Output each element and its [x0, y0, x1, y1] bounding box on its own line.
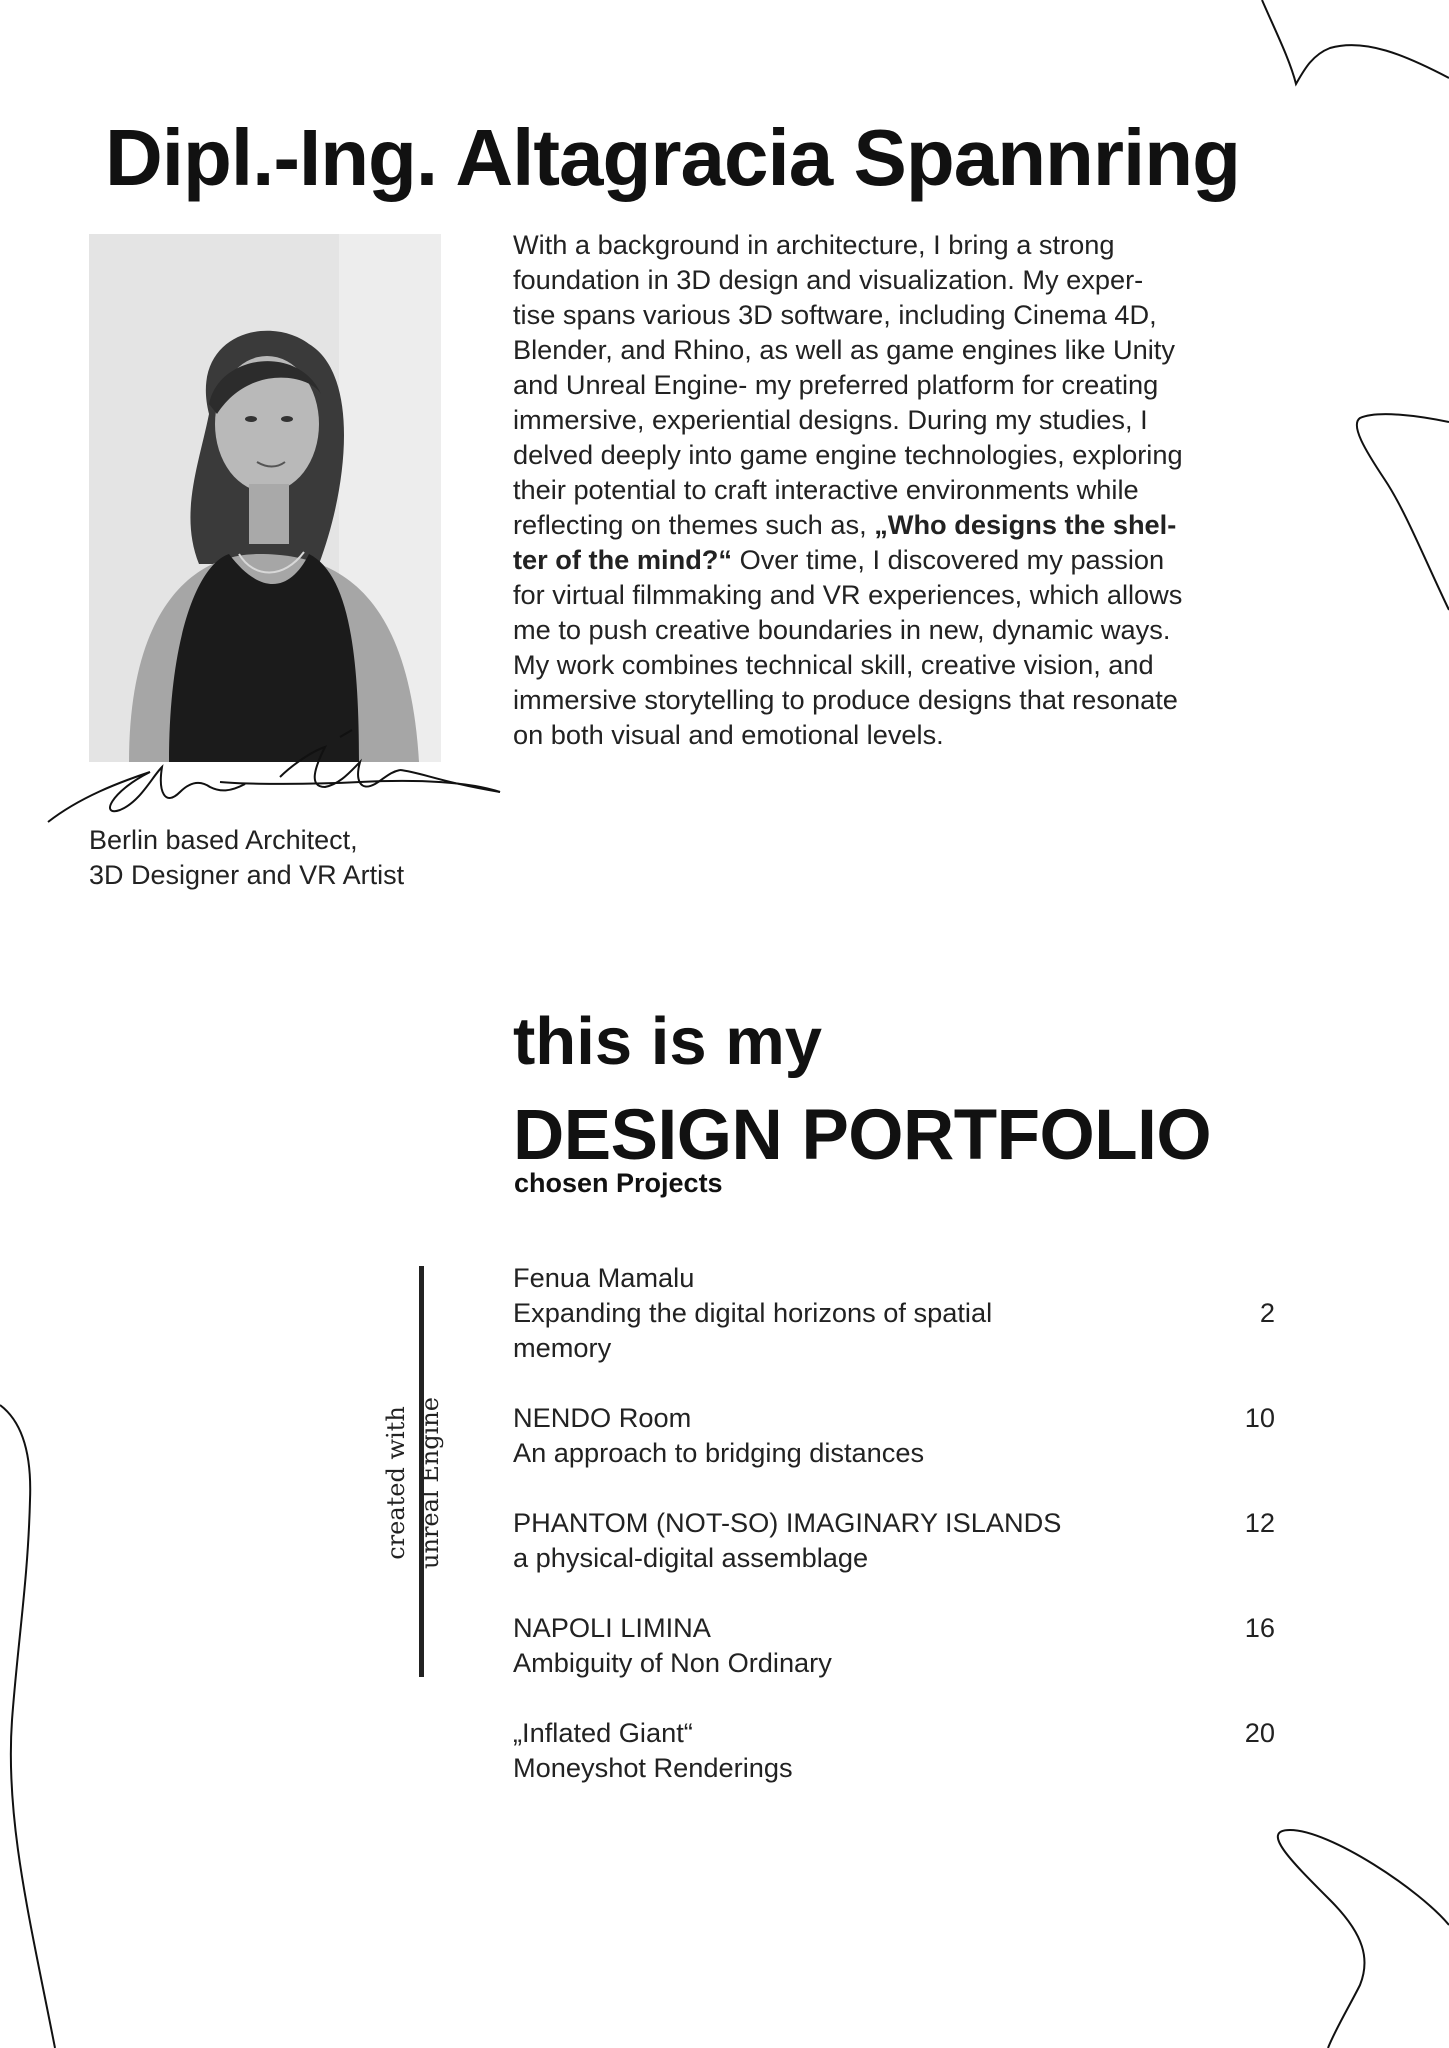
bio-quote: ter of the mind?“: [513, 544, 733, 575]
deco-curve-bottom-right: [1278, 1830, 1449, 2048]
side-note-line: unreal Engine: [416, 1397, 444, 1569]
portfolio-title: DESIGN PORTFOLIO: [513, 1096, 1212, 1175]
author-name: Dipl.-Ing. Altagracia Spannring: [105, 113, 1241, 202]
toc-description: Ambiguity of Non Ordinary: [513, 1647, 832, 1678]
tagline-line: 3D Designer and VR Artist: [89, 860, 405, 890]
deco-curve-right-middle: [1357, 414, 1449, 610]
toc-page-number: 10: [1244, 1402, 1275, 1433]
toc-page-number: 16: [1244, 1612, 1275, 1643]
toc-page-number: 12: [1244, 1507, 1275, 1538]
toc-entry[interactable]: [513, 1610, 1275, 1680]
portfolio-subtitle: chosen Projects: [514, 1168, 723, 1198]
deco-curve-left-bottom: [0, 1405, 55, 2048]
bio-line: their potential to craft interactive environments while: [513, 474, 1139, 505]
portfolio-intro: this is my: [513, 1004, 823, 1079]
profile-tagline: [89, 823, 404, 893]
bio-line: and Unreal Engine- my preferred platform for creating: [513, 369, 1159, 400]
portrait-photo: [89, 234, 441, 762]
toc-description: An approach to bridging distances: [513, 1437, 925, 1468]
bio-paragraph: [513, 227, 1293, 752]
bio-line: foundation in 3D design and visualization. My exper-: [513, 264, 1144, 295]
tagline-line: Berlin based Architect,: [89, 825, 358, 855]
bio-line: tise spans various 3D software, including Cinema 4D,: [513, 299, 1157, 330]
toc-entry[interactable]: [513, 1400, 1275, 1470]
bio-text: reflecting on themes such as,: [513, 509, 875, 540]
toc-page-number: 2: [1259, 1297, 1275, 1328]
bio-line: immersive, experiential designs. During my studies, I: [513, 404, 1148, 435]
bio-line: for virtual filmmaking and VR experiences, which allows: [513, 579, 1183, 610]
bio-line: With a background in architecture, I bring a strong: [513, 229, 1115, 260]
bio-line: me to push creative boundaries in new, dynamic ways.: [513, 614, 1171, 645]
bio-line: Blender, and Rhino, as well as game engines like Unity: [513, 334, 1175, 365]
bio-line: [513, 507, 1293, 542]
side-note-line: created with: [382, 1406, 410, 1560]
signature-mark: [40, 722, 510, 837]
bio-line: [513, 542, 1293, 577]
toc-title: „Inflated Giant“: [513, 1717, 693, 1748]
toc-description: a physical-digital assemblage: [513, 1542, 869, 1573]
toc-entry[interactable]: [513, 1715, 1275, 1785]
toc-title: PHANTOM (NOT-SO) IMAGINARY ISLANDS: [513, 1507, 1062, 1538]
toc-title: Fenua Mamalu: [513, 1262, 695, 1293]
toc-title: NENDO Room: [513, 1402, 692, 1433]
toc-entry[interactable]: [513, 1260, 1275, 1365]
bio-line: immersive storytelling to produce designs that resonate: [513, 684, 1178, 715]
bio-line: on both visual and emotional levels.: [513, 719, 944, 750]
bio-line: delved deeply into game engine technologies, exploring: [513, 439, 1183, 470]
bio-line: My work combines technical skill, creative vision, and: [513, 649, 1154, 680]
toc-page-number: 20: [1244, 1717, 1275, 1748]
portrait-illustration: [89, 234, 441, 762]
deco-curve-top-right: [1262, 0, 1449, 84]
toc-description: Expanding the digital horizons of spatial memory: [513, 1297, 993, 1363]
bio-quote: „Who designs the shel-: [874, 509, 1177, 540]
toc-entry[interactable]: [513, 1505, 1275, 1575]
toc-title: NAPOLI LIMINA: [513, 1612, 711, 1643]
bio-text: Over time, I discovered my passion: [732, 544, 1165, 575]
toc-description: Moneyshot Renderings: [513, 1752, 793, 1783]
